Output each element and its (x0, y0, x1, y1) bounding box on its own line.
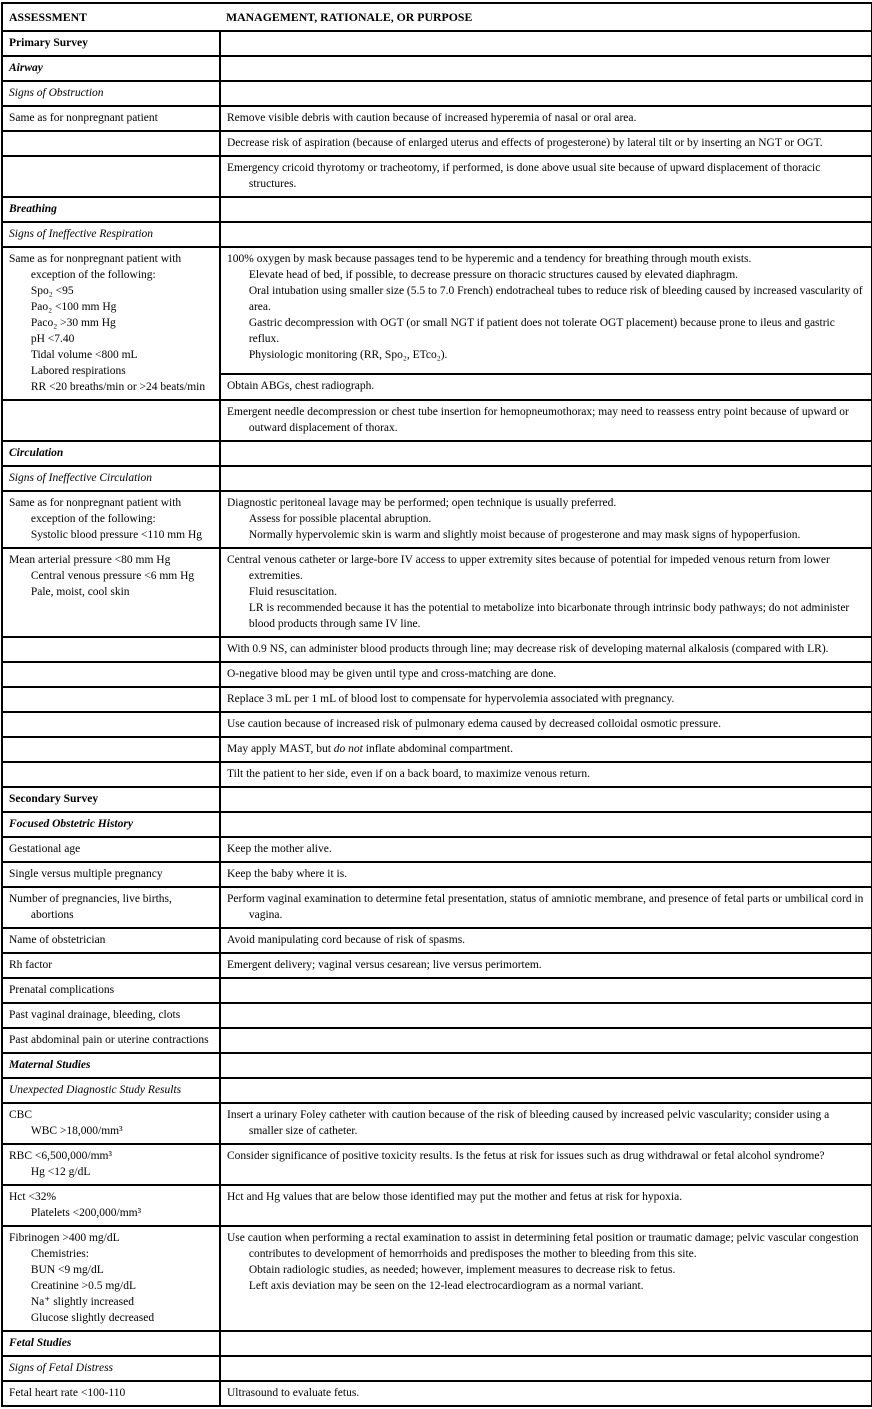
table-row (2, 812, 872, 837)
assessment-cell (2, 222, 220, 247)
management-cell (220, 687, 872, 712)
management-cell (220, 1331, 872, 1356)
table-row (2, 1028, 872, 1053)
management-cell (220, 953, 872, 978)
text-line: Gestational age (9, 843, 81, 855)
management-cell (220, 466, 872, 491)
assessment-cell (2, 1356, 220, 1381)
assessment-cell (2, 491, 220, 548)
assessment-cell (2, 131, 220, 156)
table-row (2, 466, 872, 491)
assessment-cell (2, 1103, 220, 1144)
text-line: Rh factor (9, 959, 53, 971)
table-row (2, 1078, 872, 1103)
table-row (2, 1381, 872, 1406)
text-line: Pale, moist, cool skin (30, 586, 130, 598)
assessment-cell (2, 1331, 220, 1356)
assessment-cell (2, 662, 220, 687)
table-row (2, 491, 872, 548)
text-line: Fibrinogen >400 mg/dL (9, 1232, 120, 1244)
assessment-cell (2, 441, 220, 466)
text-line: Emergency cricoid thyrotomy or tracheotomy, if performed, is done above usual site because of upward displacement of thoracic structures. (227, 162, 821, 190)
management-cell (220, 31, 872, 56)
management-cell (220, 887, 872, 928)
text-line: Na⁺ slightly increased (30, 1296, 134, 1308)
table-row (2, 56, 872, 81)
management-cell (220, 762, 872, 787)
text-line: Obtain radiologic studies, as needed; however, implement measures to decrease risk to fetus. (248, 1264, 676, 1276)
text-line: Fetal Studies (9, 1337, 72, 1349)
assessment-cell (2, 1003, 220, 1028)
text-line: Left axis deviation may be seen on the 12-lead electrocardiogram as a normal variant. (248, 1280, 644, 1292)
assessment-cell (2, 1078, 220, 1103)
management-cell (220, 837, 872, 862)
management-cell (220, 1356, 872, 1381)
text-line: May apply MAST, but do not inflate abdominal compartment. (227, 743, 513, 755)
assessment-cell (2, 106, 220, 131)
text-line: Spo₂ <95 (30, 285, 74, 297)
text-line: Emergent needle decompression or chest tube insertion for hemopneumothorax; may need to reassess entry point because of upward or outward displacement of thorax. (227, 406, 849, 434)
assessment-cell (2, 156, 220, 197)
table-row (2, 662, 872, 687)
text-line: Remove visible debris with caution because of increased hyperemia of nasal or oral area. (227, 112, 637, 124)
text-line: Platelets <200,000/mm³ (30, 1207, 142, 1219)
assessment-cell (2, 787, 220, 812)
text-line: Central venous catheter or large-bore IV access to upper extremity sites because of potential for impeded venous return from lower extremities. (227, 554, 830, 582)
text-line: Paco₂ >30 mm Hg (30, 317, 116, 329)
assessment-cell (2, 862, 220, 887)
table-row (2, 978, 872, 1003)
assessment-cell (2, 812, 220, 837)
text-line: Primary Survey (9, 37, 88, 49)
assessment-cell (2, 1226, 220, 1331)
text-line: Insert a urinary Foley catheter with caution because of the risk of bleeding caused by increased pelvic vascularity; consider using a smaller size of catheter. (227, 1109, 830, 1137)
text-line: Obtain ABGs, chest radiograph. (227, 379, 375, 392)
text-line: With 0.9 NS, can administer blood products through line; may decrease risk of developing maternal alkalosis (compared with LR). (227, 643, 829, 655)
table-header-row (2, 3, 872, 31)
text-line: Consider significance of positive toxicity results. Is the fetus at risk for issues such as drug withdrawal or fetal alcohol syndrome? (227, 1150, 825, 1162)
column-header-assessment: ASSESSMENT (2, 3, 220, 31)
assessment-cell (2, 712, 220, 737)
management-cell (220, 491, 872, 548)
assessment-cell (2, 978, 220, 1003)
text-line: Central venous pressure <6 mm Hg (30, 570, 195, 582)
assessment-cell (2, 1144, 220, 1185)
text-line: Labored respirations (30, 365, 126, 377)
text-line: Maternal Studies (9, 1059, 91, 1071)
table-body (2, 31, 872, 1406)
management-cell (220, 712, 872, 737)
text-line: Tilt the patient to her side, even if on a back board, to maximize venous return. (227, 768, 591, 780)
text-line: Normally hypervolemic skin is warm and slightly moist because of progesterone and may mask signs of hypoperfusion. (248, 529, 801, 541)
text-line: WBC >18,000/mm³ (30, 1125, 123, 1137)
management-cell (220, 1226, 872, 1331)
table-row (2, 400, 872, 441)
assessment-cell (2, 637, 220, 662)
text-line: Signs of Obstruction (9, 87, 104, 99)
assessment-cell (2, 687, 220, 712)
text-line: LR is recommended because it has the potential to metabolize into bicarbonate through intrinsic body pathways; do not administer blood products through same IV line. (248, 602, 850, 630)
text-line: Chemistries: (30, 1248, 89, 1260)
management-cell (220, 1185, 872, 1226)
management-cell (220, 441, 872, 466)
text-line: Mean arterial pressure <80 mm Hg (9, 554, 171, 566)
table-row (2, 222, 872, 247)
text-line: Fluid resuscitation. (248, 586, 338, 598)
table-row (2, 156, 872, 197)
table-row (2, 1185, 872, 1226)
table-row (2, 247, 872, 374)
text-line: Use caution because of increased risk of pulmonary edema caused by decreased colloidal osmotic pressure. (227, 718, 721, 730)
management-cell (220, 1003, 872, 1028)
text-line: Signs of Ineffective Circulation (9, 472, 152, 484)
text-line: Hct and Hg values that are below those identified may put the mother and fetus at risk for hypoxia. (227, 1191, 683, 1203)
text-line: Decrease risk of aspiration (because of enlarged uterus and effects of progesterone) by lateral tilt or by inserting an NGT or OGT. (227, 137, 823, 149)
management-cell (220, 737, 872, 762)
table-row (2, 1226, 872, 1331)
text-line: Hg <12 g/dL (30, 1166, 91, 1178)
text-line: Assess for possible placental abruption. (248, 513, 432, 525)
table-row (2, 106, 872, 131)
text-line: Perform vaginal examination to determine fetal presentation, status of amniotic membrane, and presence of fetal parts or umbilical cord in vagina. (227, 893, 864, 921)
text-line: Same as for nonpregnant patient with exception of the following: (9, 497, 182, 525)
assessment-cell (2, 737, 220, 762)
text-line: CBC (9, 1109, 33, 1121)
assessment-table (1, 2, 872, 1407)
management-cell (220, 247, 872, 374)
text-line: Pao₂ <100 mm Hg (30, 301, 117, 313)
text-line: Signs of Fetal Distress (9, 1362, 114, 1374)
text-line: Oral intubation using smaller size (5.5 to 7.0 French) endotracheal tubes to reduce risk of bleeding caused by increased vascularity of area. (248, 285, 863, 313)
text-line: Past abdominal pain or uterine contractions (9, 1034, 209, 1046)
text-line: Tidal volume <800 mL (30, 349, 138, 361)
text-line: Gastric decompression with OGT (or small NGT if patient does not tolerate OGT placement) because prone to ileus and gastric reflux. (248, 317, 835, 345)
table-row (2, 131, 872, 156)
text-line: Secondary Survey (9, 793, 99, 805)
management-cell (220, 637, 872, 662)
assessment-cell (2, 1028, 220, 1053)
table-row (2, 928, 872, 953)
assessment-cell (2, 762, 220, 787)
table-row (2, 1103, 872, 1144)
text-line: Emergent delivery; vaginal versus cesarean; live versus perimortem. (227, 959, 542, 971)
table-row (2, 31, 872, 56)
assessment-cell (2, 928, 220, 953)
text-line: Keep the mother alive. (227, 843, 332, 855)
table-row (2, 637, 872, 662)
management-cell (220, 1053, 872, 1078)
text-line: Glucose slightly decreased (30, 1312, 155, 1324)
text-line: Ultrasound to evaluate fetus. (227, 1387, 360, 1399)
text-line: Signs of Ineffective Respiration (9, 228, 154, 240)
text-line: Prenatal complications (9, 984, 115, 996)
assessment-cell (2, 1185, 220, 1226)
text-line: Single versus multiple pregnancy (9, 868, 163, 880)
text-line: Physiologic monitoring (RR, Spo₂, ETco₂). (248, 349, 448, 361)
table-row (2, 887, 872, 928)
table-row (2, 441, 872, 466)
management-cell (220, 56, 872, 81)
text-line: Airway (9, 62, 43, 74)
text-line: Replace 3 mL per 1 mL of blood lost to compensate for hypervolemia associated with pregnancy. (227, 693, 675, 705)
management-cell (220, 1078, 872, 1103)
assessment-cell (2, 31, 220, 56)
text-line: Creatinine >0.5 mg/dL (30, 1280, 137, 1292)
management-cell (220, 400, 872, 441)
table-row (2, 687, 872, 712)
assessment-cell (2, 466, 220, 491)
text-line: pH <7.40 (30, 333, 75, 345)
management-cell (220, 81, 872, 106)
table-row (2, 737, 872, 762)
text-line: 100% oxygen by mask because passages tend to be hyperemic and a tendency for breathing through mouth exists. (227, 253, 752, 265)
text-line: Systolic blood pressure <110 mm Hg (30, 529, 203, 541)
text-line: Breathing (9, 203, 57, 215)
management-cell (220, 1103, 872, 1144)
text-line: Hct <32% (9, 1191, 57, 1203)
text-line: BUN <9 mg/dL (30, 1264, 104, 1276)
management-cell (220, 222, 872, 247)
assessment-cell (2, 1053, 220, 1078)
text-line: Avoid manipulating cord because of risk of spasms. (227, 934, 466, 946)
text-line: Name of obstetrician (9, 934, 106, 946)
management-cell (220, 1381, 872, 1406)
management-cell (220, 812, 872, 837)
text-line: Past vaginal drainage, bleeding, clots (9, 1009, 181, 1021)
table-row (2, 1144, 872, 1185)
text-line: RBC <6,500,000/mm³ (9, 1150, 112, 1162)
management-cell (220, 374, 872, 400)
table-row (2, 197, 872, 222)
table-row (2, 1003, 872, 1028)
table-row (2, 787, 872, 812)
table-row (2, 762, 872, 787)
assessment-cell (2, 548, 220, 637)
management-cell (220, 1028, 872, 1053)
assessment-cell (2, 56, 220, 81)
text-line: Focused Obstetric History (9, 818, 133, 830)
table-row (2, 712, 872, 737)
text-line: Same as for nonpregnant patient with exception of the following: (9, 253, 182, 281)
text-line: Keep the baby where it is. (227, 868, 348, 880)
table-row (2, 953, 872, 978)
management-cell (220, 1144, 872, 1185)
assessment-cell (2, 197, 220, 222)
management-cell (220, 662, 872, 687)
assessment-cell (2, 887, 220, 928)
management-cell (220, 928, 872, 953)
text-line: Fetal heart rate <100-110 (9, 1387, 126, 1399)
text-line: O-negative blood may be given until type and cross-matching are done. (227, 668, 557, 680)
text-line: Circulation (9, 447, 64, 459)
management-cell (220, 862, 872, 887)
management-cell (220, 156, 872, 197)
assessment-cell (2, 400, 220, 441)
assessment-cell (2, 1381, 220, 1406)
text-line: Diagnostic peritoneal lavage may be performed; open technique is usually preferred. (227, 497, 617, 509)
table-row (2, 1053, 872, 1078)
assessment-cell (2, 81, 220, 106)
management-cell (220, 106, 872, 131)
table-row (2, 81, 872, 106)
assessment-cell (2, 837, 220, 862)
management-cell (220, 978, 872, 1003)
column-header-management: MANAGEMENT, RATIONALE, OR PURPOSE (220, 3, 872, 31)
text-line: RR <20 breaths/min or >24 beats/min (30, 381, 206, 393)
text-line: Number of pregnancies, live births, abortions (9, 893, 172, 921)
table-row (2, 548, 872, 637)
text-line: Same as for nonpregnant patient (9, 112, 158, 124)
management-cell (220, 131, 872, 156)
management-cell (220, 787, 872, 812)
assessment-cell (2, 953, 220, 978)
text-line: Use caution when performing a rectal examination to assist in determining fetal position or traumatic damage; pelvic vascular congestion contributes to development of hemorrhoids and predisposes the mother to bleeding from this site. (227, 1232, 859, 1260)
assessment-cell (2, 247, 220, 400)
table-row (2, 862, 872, 887)
management-cell (220, 197, 872, 222)
text-line: Elevate head of bed, if possible, to decrease pressure on thoracic structures caused by elevated diaphragm. (248, 269, 739, 281)
table-row (2, 1356, 872, 1381)
management-cell (220, 548, 872, 637)
text-line: Unexpected Diagnostic Study Results (9, 1084, 182, 1096)
table-row (2, 1331, 872, 1356)
table-row (2, 837, 872, 862)
